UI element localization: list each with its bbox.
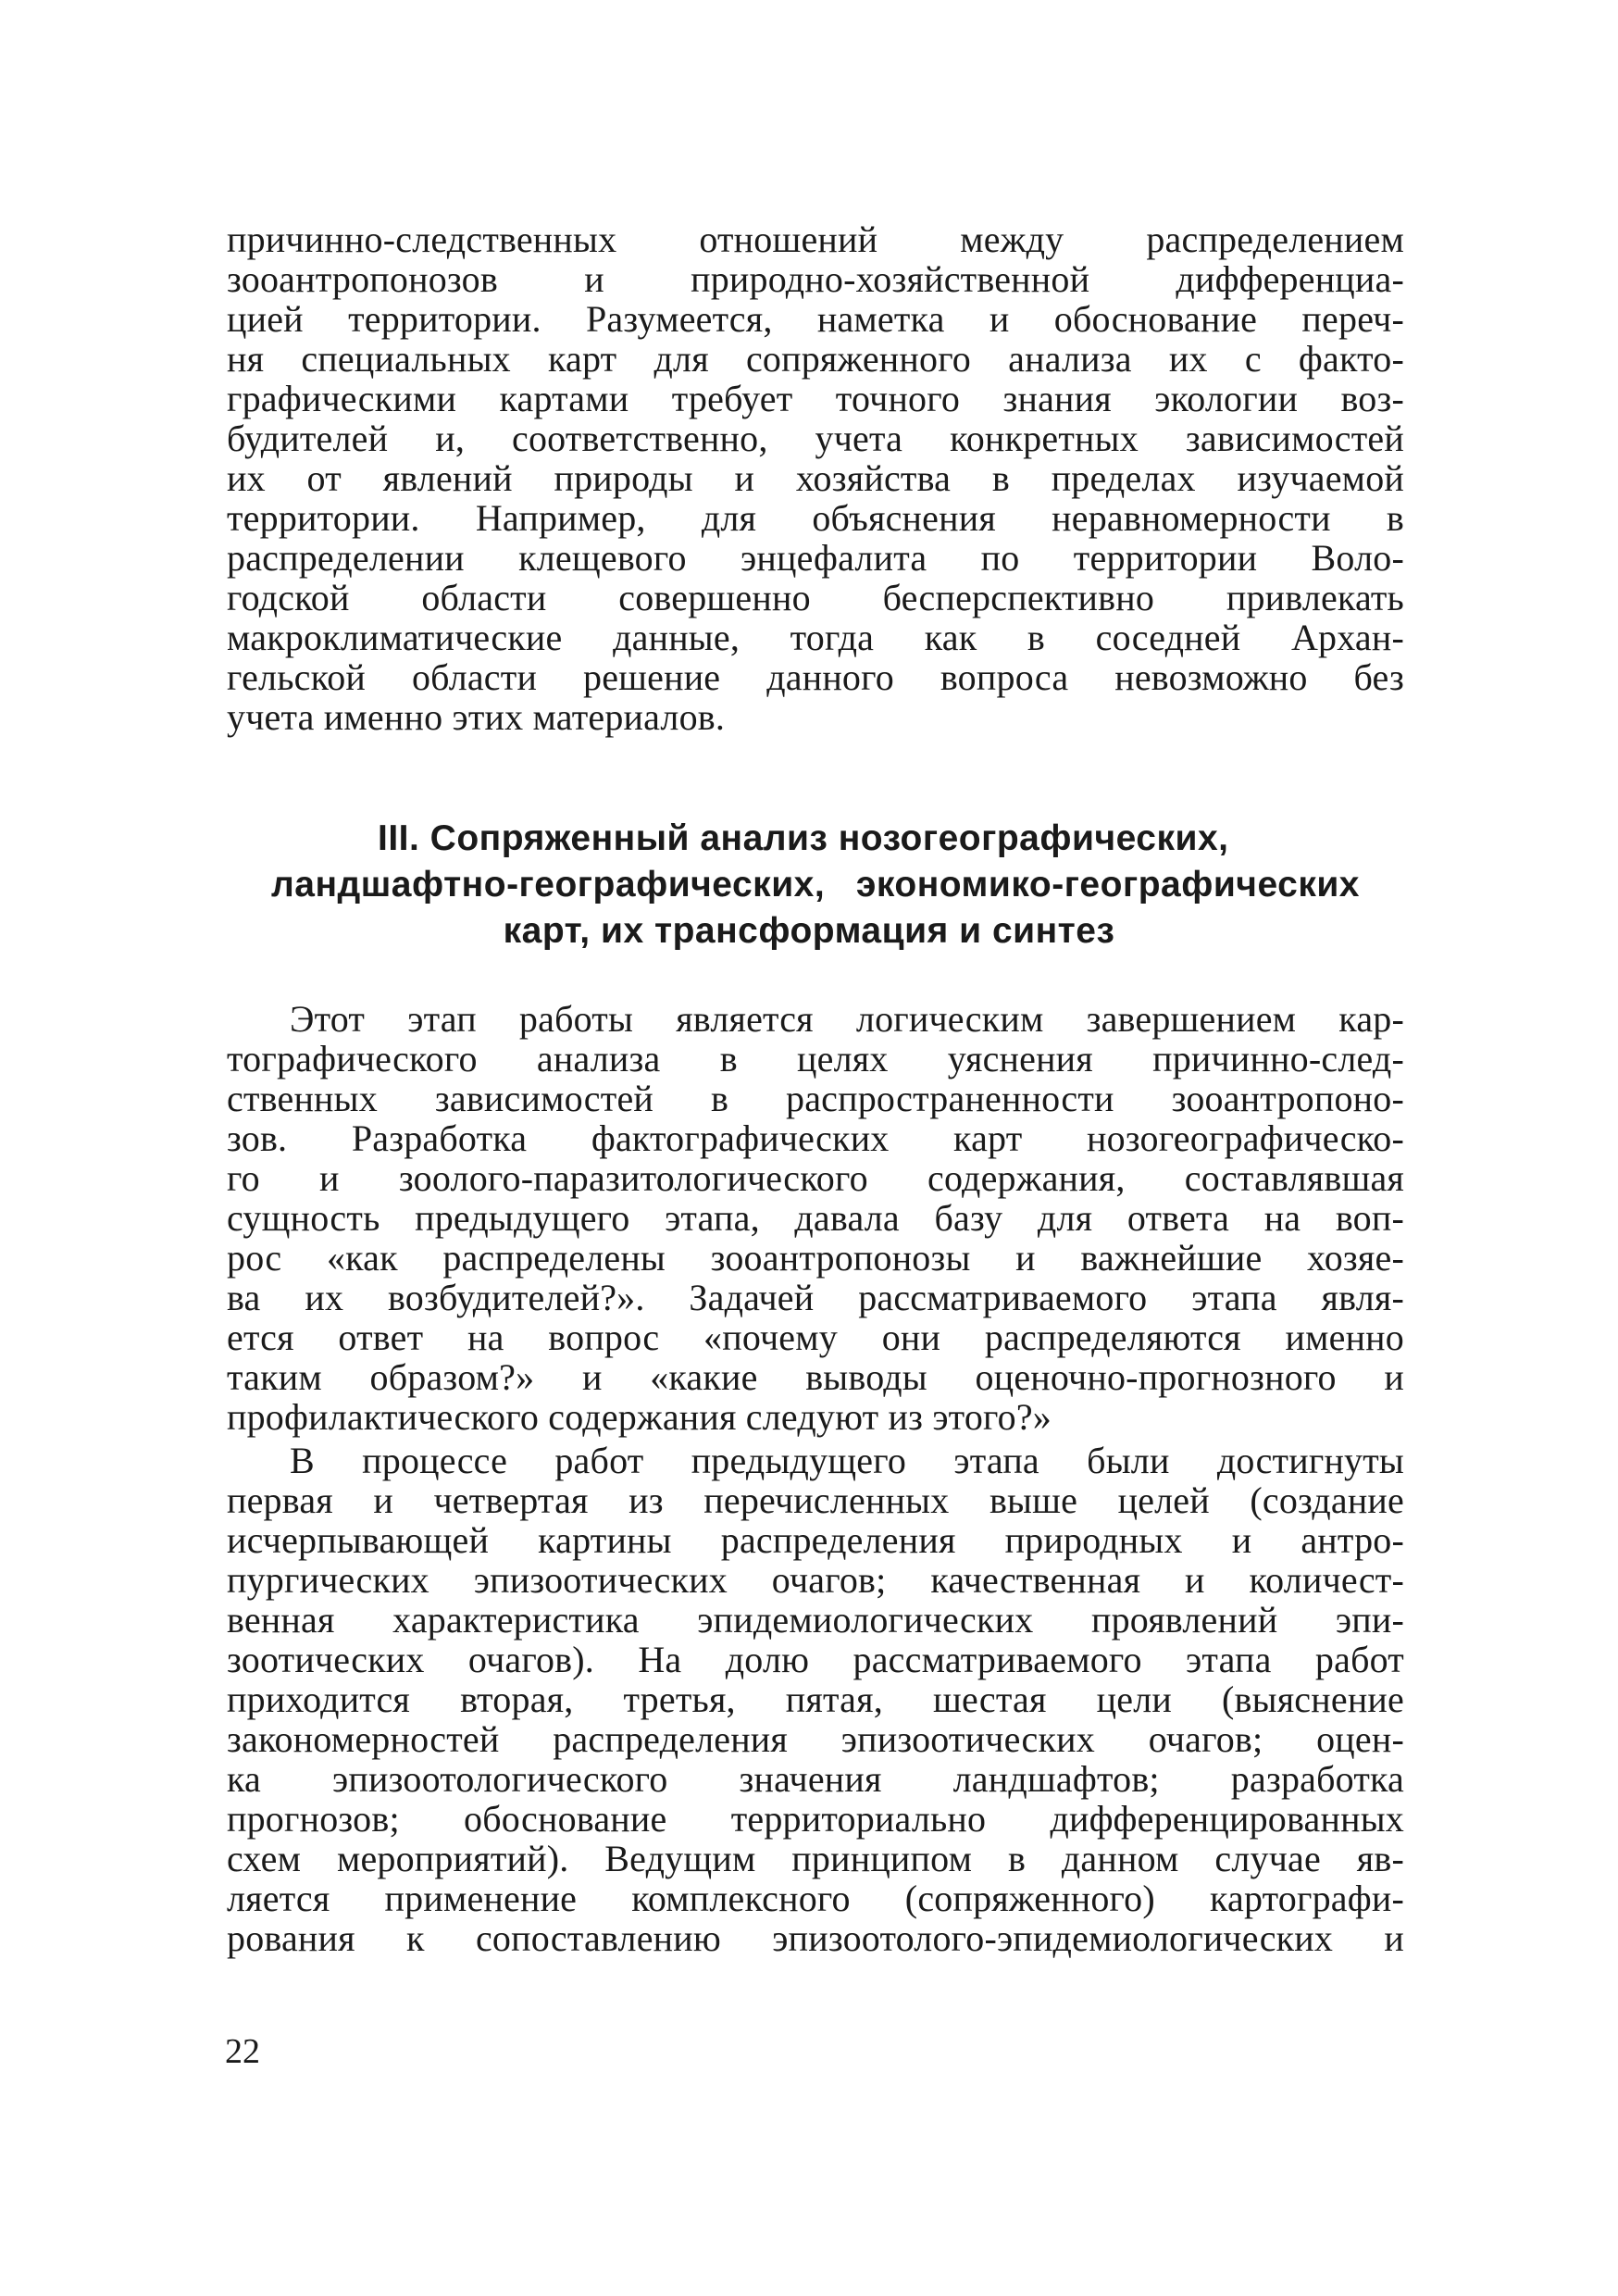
text-line: таким образом?» и «какие выводы оценочно-прогнозного и [227,1356,1404,1398]
text-line: годской области совершенно бесперспективно привлекать [227,577,1404,618]
text-line: макроклиматические данные, тогда как в соседней Архан- [227,617,1404,658]
text-line: ляется применение комплексного (сопряженного) картографи- [227,1878,1404,1919]
text-line: приходится вторая, третья, пятая, шестая цели (выяснение [227,1678,1404,1720]
text-line: Этот этап работы является логическим завершением кар- [290,998,1404,1040]
text-line: их от явлений природы и хозяйства в пределах изучаемой [227,457,1404,499]
text-line: ка эпизоотологического значения ландшафтов; разработка [227,1758,1404,1800]
page-number: 22 [225,2032,260,2071]
text-line: профилактического содержания следуют из этого?» [227,1396,1052,1438]
text-line: схем мероприятий). Ведущим принципом в данном случае яв- [227,1838,1404,1879]
text-line: распределении клещевого энцефалита по территории Воло- [227,537,1404,579]
text-line: венная характеристика эпидемиологических проявлений эпи- [227,1599,1404,1641]
text-line: исчерпывающей картины распределения природных и антро- [227,1519,1404,1561]
text-line: причинно-следственных отношений между распределением [227,218,1404,260]
text-line: ется ответ на вопрос «почему они распределяются именно [227,1316,1404,1358]
text-line: территории. Например, для объяснения неравномерности в [227,497,1404,539]
text-line: В процессе работ предыдущего этапа были достигнуты [290,1440,1404,1481]
text-line: будителей и, соответственно, учета конкретных зависимостей [227,418,1404,459]
text-line: закономерностей распределения эпизоотических очагов; оцен- [227,1718,1404,1760]
text-line: гельской области решение данного вопроса невозможно без [227,656,1404,698]
text-line: сущность предыдущего этапа, давала базу для ответа на воп- [227,1197,1404,1239]
text-line: го и зоолого-паразитологического содержания, составлявшая [227,1157,1404,1199]
text-line: зооантропонозов и природно-хозяйственной дифференциа- [227,258,1404,300]
text-line: зоотических очагов). На долю рассматриваемого этапа работ [227,1639,1404,1680]
heading-line: III. Сопряженный анализ нозогеографических, [378,818,1229,858]
text-line: ственных зависимостей в распространенности зооантропоно- [227,1078,1404,1119]
text-line: тографического анализа в целях уяснения причинно-след- [227,1038,1404,1079]
heading-line: ландшафтно-географических, экономико-географических [271,865,1360,905]
text-line: ня специальных карт для сопряженного анализа их с факто- [227,338,1404,380]
text-line: первая и четвертая из перечисленных выше целей (создание [227,1479,1404,1521]
text-line: рос «как распределены зооантропонозы и важнейшие хозяе- [227,1237,1404,1279]
text-line: цией территории. Разумеется, наметка и обоснование переч- [227,298,1404,340]
text-line: рования к сопоставлению эпизоотолого-эпидемиологических и [227,1917,1404,1959]
text-line: зов. Разработка фактографических карт нозогеографическо- [227,1117,1404,1159]
heading-line: карт, их трансформация и синтез [503,911,1115,951]
text-line: пургических эпизоотических очагов; качественная и количест- [227,1559,1404,1601]
text-line: учета именно этих материалов. [227,696,726,738]
text-line: ва их возбудителей?». Задачей рассматриваемого этапа явля- [227,1277,1404,1318]
text-line: графическими картами требует точного знания экологии воз- [227,378,1404,419]
text-line: прогнозов; обоснование территориально дифференцированных [227,1798,1404,1840]
